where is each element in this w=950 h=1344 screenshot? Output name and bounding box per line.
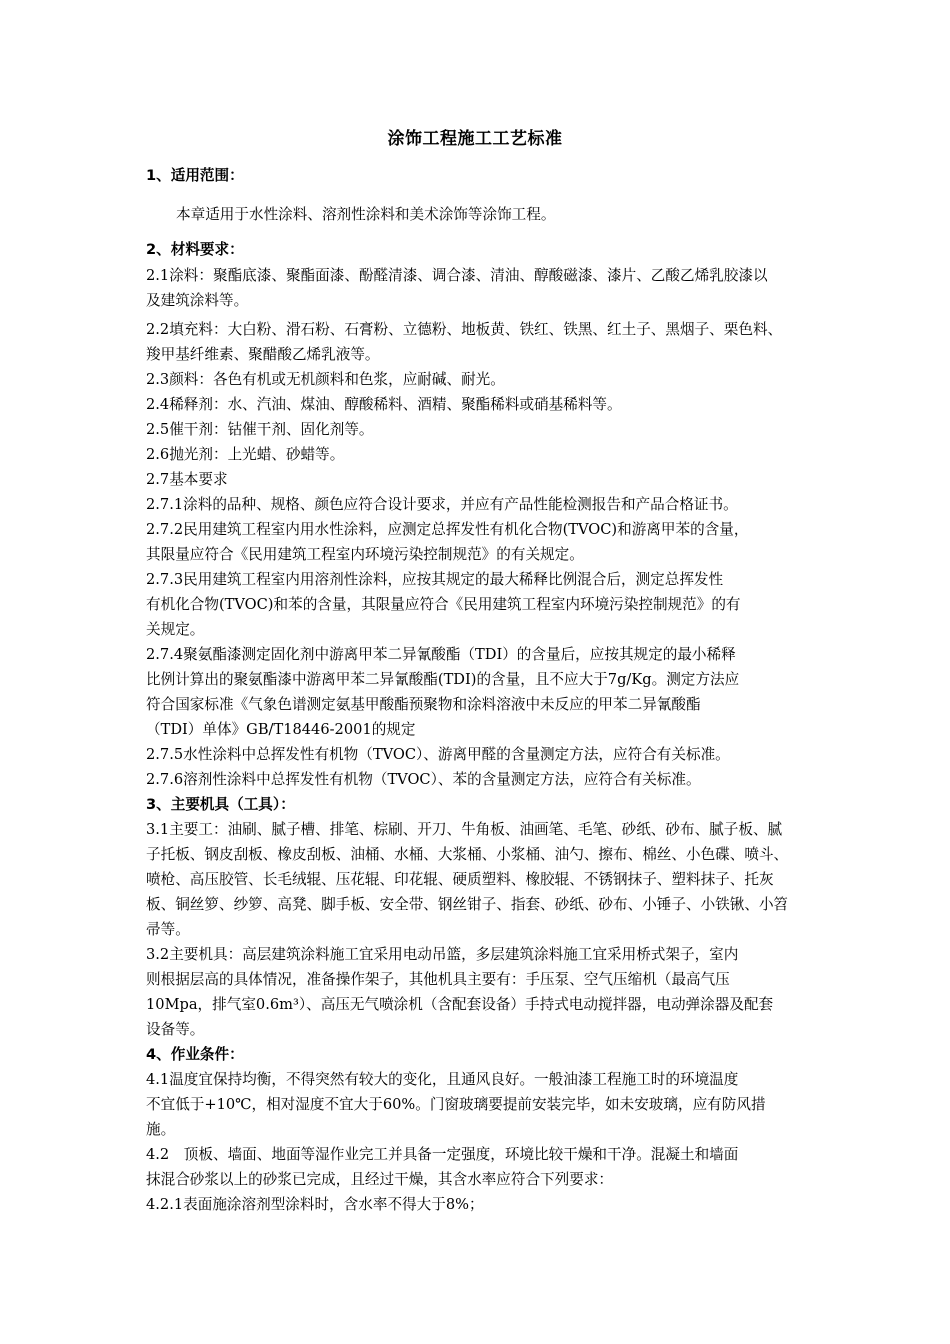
text-line: 2.2填充料：大白粉、滑石粉、石膏粉、立德粉、地板黄、铁红、铁黑、红土子、黑烟子、栗色料、 [146, 321, 783, 338]
text-line: 2.7.1涂料的品种、规格、颜色应符合设计要求，并应有产品性能检测报告和产品合格证书。 [146, 496, 738, 513]
text-line: 3.2主要机具：高层建筑涂料施工宜采用电动吊篮，多层建筑涂料施工宜采用桥式架子，室内 [146, 946, 739, 963]
text-line: （TDI）单体》GB/T18446-2001的规定 [146, 721, 416, 738]
text-line: 关规定。 [146, 621, 205, 638]
text-line: 2.7.3民用建筑工程室内用溶剂性涂料，应按其规定的最大稀释比例混合后，测定总挥发性 [146, 571, 724, 588]
text-line: 符合国家标准《气象色谱测定氨基甲酸酯预聚物和涂料溶液中未反应的甲苯二异氰酸酯 [146, 696, 701, 713]
section-heading: 1、适用范围： [146, 167, 244, 184]
text-line: 帚等。 [146, 921, 190, 938]
section-heading: 4、作业条件： [146, 1046, 244, 1063]
text-line: 则根据层高的具体情况，准备操作架子，其他机具主要有：手压泵、空气压缩机（最高气压 [146, 971, 730, 988]
text-line: 有机化合物(TVOC)和苯的含量，其限量应符合《民用建筑工程室内环境污染控制规范》的有 [146, 596, 741, 613]
text-line: 2.4稀释剂：水、汽油、煤油、醇酸稀料、酒精、聚酯稀料或硝基稀料等。 [146, 396, 622, 413]
text-line: 4.2.1表面施涂溶剂型涂料时，含水率不得大于8%； [146, 1196, 484, 1213]
text-line: 抹混合砂浆以上的砂浆已完成，且经过干燥，其含水率应符合下列要求： [146, 1171, 614, 1188]
text-line: 不宜低于+10℃，相对湿度不宜大于60%。门窗玻璃要提前安装完毕，如未安玻璃，应有防风措 [146, 1096, 766, 1113]
text-line: 2.7.2民用建筑工程室内用水性涂料，应测定总挥发性有机化合物(TVOC)和游离甲苯的含量， [146, 521, 749, 538]
text-line: 2.7.6溶剂性涂料中总挥发性有机物（TVOC）、苯的含量测定方法，应符合有关标准。 [146, 771, 701, 788]
text-line: 本章适用于水性涂料、溶剂性涂料和美术涂饰等涂饰工程。 [176, 206, 556, 223]
text-line: 2.3颜料：各色有机或无机颜料和色浆，应耐碱、耐光。 [146, 371, 505, 388]
text-line: 施。 [146, 1121, 176, 1138]
text-line: 2.5催干剂：钴催干剂、固化剂等。 [146, 421, 374, 438]
text-line: 比例计算出的聚氨酯漆中游离甲苯二异氰酸酯(TDI)的含量，且不应大于7g/Kg。测定方法应 [146, 671, 740, 688]
text-line: 10Mpa，排气室0.6m³）、高压无气喷涂机（含配套设备）手持式电动搅拌器，电动弹涂器及配套 [146, 996, 774, 1013]
text-line: 及建筑涂料等。 [146, 292, 249, 309]
text-line: 设备等。 [146, 1021, 205, 1038]
document-title: 涂饰工程施工工艺标准 [387, 129, 563, 149]
text-line: 其限量应符合《民用建筑工程室内环境污染控制规范》的有关规定。 [146, 546, 584, 563]
text-line: 羧甲基纤维素、聚醋酸乙烯乳液等。 [146, 346, 380, 363]
text-line: 喷枪、高压胶管、长毛绒辊、压花辊、印花辊、硬质塑料、橡胶辊、不锈钢抹子、塑料抹子、托灰 [146, 871, 774, 888]
text-line: 2.1涂料：聚酯底漆、聚酯面漆、酚醛清漆、调合漆、清油、醇酸磁漆、漆片、乙酸乙烯乳胶漆以 [146, 267, 768, 284]
text-line: 2.7基本要求 [146, 471, 228, 488]
text-line: 2.6抛光剂：上光蜡、砂蜡等。 [146, 446, 345, 463]
text-line: 4.1温度宜保持均衡，不得突然有较大的变化，且通风良好。一般油漆工程施工时的环境温度 [146, 1071, 739, 1088]
section-heading: 3、主要机具（工具）： [146, 796, 295, 813]
section-heading: 2、材料要求： [146, 241, 244, 258]
text-line: 板、铜丝箩、纱箩、高凳、脚手板、安全带、钢丝钳子、指套、砂纸、砂布、小锤子、小铁锹、小笤 [146, 896, 789, 913]
text-line: 子托板、钢皮刮板、橡皮刮板、油桶、水桶、大浆桶、小浆桶、油勺、擦布、棉丝、小色碟、喷斗、 [146, 846, 789, 863]
text-line: 2.7.5水性涂料中总挥发性有机物（TVOC）、游离甲醛的含量测定方法，应符合有关标准。 [146, 746, 730, 763]
text-line: 4.2 顶板、墙面、地面等湿作业完工并具备一定强度，环境比较干燥和干净。混凝土和墙面 [146, 1146, 739, 1163]
text-line: 3.1主要工：油刷、腻子槽、排笔、棕刷、开刀、牛角板、油画笔、毛笔、砂纸、砂布、腻子板、腻 [146, 821, 783, 838]
text-line: 2.7.4聚氨酯漆测定固化剂中游离甲苯二异氰酸酯（TDI）的含量后，应按其规定的最小稀释 [146, 646, 736, 663]
